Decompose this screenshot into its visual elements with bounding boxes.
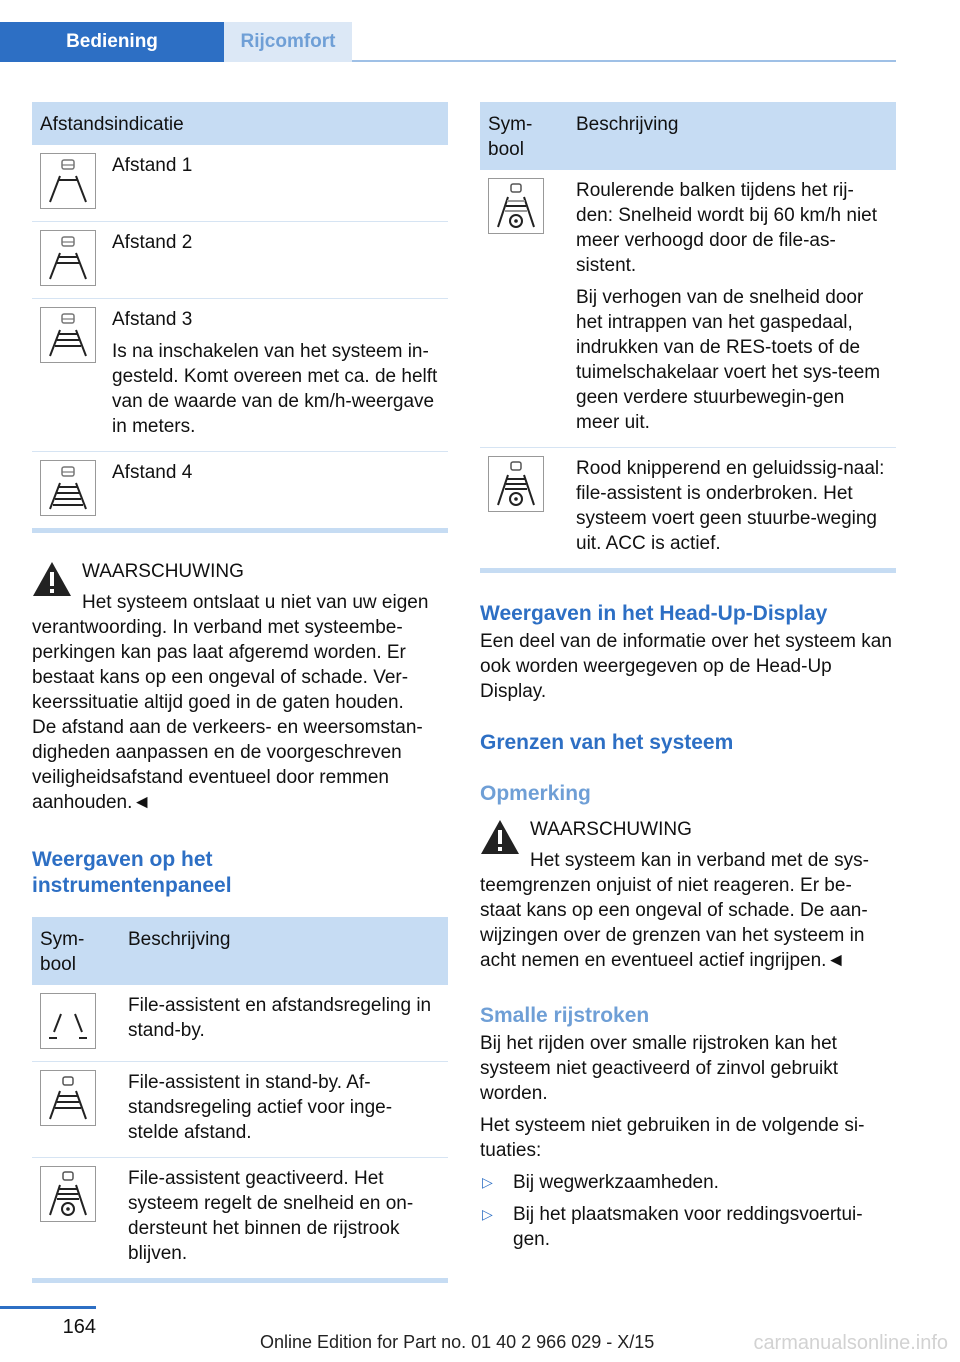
table-row [32,985,448,1062]
warning-line: aanhouden.◄ [32,792,152,813]
warning-line: verantwoording. In verband met systeembe- [32,617,403,638]
table-row [480,170,896,448]
table-row [480,448,896,569]
subheading-narrow-lanes: Smalle rijstroken [480,1004,650,1027]
warning-line: staat kans op een ongeval of schade. De aan- [480,900,868,921]
warning-title: WAARSCHUWING [530,819,692,840]
warning-icon [32,561,72,597]
tab-rijcomfort[interactable]: Rijcomfort [224,22,352,62]
list-item: ▷ Bij wegwerkzaamheden. [482,1172,719,1193]
lane-standby-icon [40,993,96,1049]
instrument-table [32,917,448,1278]
col-header-symbol: Sym-bool [480,102,568,170]
warning-line: digheden aanpassen en de voorgeschreven [32,742,402,763]
col-header-description: Beschrijving [568,102,896,170]
warning-line: acht nemen en eventueel actief ingrijpen.◄ [480,950,846,971]
table-row [32,299,448,452]
distance-3-icon [40,307,96,363]
warning-line: Het systeem ontslaat u niet van uw eigen [82,592,429,613]
warning-line: teemgrenzen onjuist of niet reageren. Er be- [480,875,852,896]
page-number-rule [0,1306,96,1309]
distance-table-header: Afstandsindicatie [32,102,448,145]
situation-list [480,1170,896,1252]
table-row [32,1062,448,1158]
table-row [32,452,448,529]
distance-1-icon [40,153,96,209]
distance-table [32,102,448,528]
warning-line: De afstand aan de verkeers- en weersomstan- [32,717,423,738]
lane-distance-active-text: File-assistent in stand-by. Af-standsregeling actief voor inge-stelde afstand. [128,1072,393,1143]
table-row [32,145,448,222]
warning-block [32,559,448,815]
list-item: ▷ Bij het plaatsmaken voor reddingsvoertui-gen. [482,1204,863,1250]
distance-4-text: Afstand 4 [112,462,193,483]
table-end-bar [32,1278,448,1283]
distance-3-title: Afstand 3 [112,309,193,330]
section-heading-instrument: Weergaven op het instrumentenpaneel [32,848,232,897]
narrow-lanes-text: Bij het rijden over smalle rijstroken kan het systeem niet geactiveerd of zinvol gebruikt worden. [480,1033,839,1104]
triangle-bullet-icon: ▷ [482,1174,493,1190]
rolling-bars-text-2: Bij verhogen van de snelheid door het intrappen van het gaspedaal, indrukken van de RES-toets of de tuimelschakelaar voert het sys-teem geen verdere stuurbewegin-gen meer uit. [576,287,881,433]
warning-block [480,817,896,973]
distance-1-text: Afstand 1 [112,155,193,176]
distance-3-text: Is na inschakelen van het systeem in-gesteld. Komt overeen met ca. de helft van de waarde van de km/h-weergave in meters. [112,341,438,437]
left-column [32,102,448,1283]
col-header-symbol: Sym-bool [32,917,120,985]
distance-2-text: Afstand 2 [112,232,193,253]
red-blinking-icon [488,456,544,512]
lane-steering-active-icon [40,1166,96,1222]
right-column [480,102,896,1252]
warning-line: perkingen kan pas laat afgeremd worden. Er [32,642,406,663]
warning-line: wijzingen over de grenzen van het systeem in [480,925,865,946]
warning-line: bestaat kans op een ongeval of schade. Ver- [32,667,409,688]
footer-edition: Online Edition for Part no. 01 40 2 966 029 - X/15 [260,1332,655,1352]
distance-4-icon [40,460,96,516]
section-heading-limits: Grenzen van het systeem [480,731,734,754]
narrow-lanes-situations: Het systeem niet gebruiken in de volgende si-tuaties: [480,1115,865,1161]
table-row [32,222,448,299]
lane-distance-active-icon [40,1070,96,1126]
table-row [32,1158,448,1279]
warning-icon [480,819,520,855]
tab-bediening[interactable]: Bediening [0,22,224,62]
table-end-bar [32,528,448,533]
chapter-tabs [0,22,896,62]
warning-line: veiligheidsafstand eventueel door remmen [32,767,389,788]
lane-standby-text: File-assistent en afstandsregeling in stand-by. [128,995,432,1041]
warning-line: Het systeem kan in verband met de sys- [530,850,869,871]
section-heading-hud: Weergaven in het Head-Up-Display [480,602,828,625]
red-blinking-text: Rood knipperend en geluidssig-naal: file-assistent is onderbroken. Het systeem voert geen stuurbe-weging uit. ACC is actief. [576,458,885,554]
table-end-bar [480,568,896,573]
lane-steering-active-text: File-assistent geactiveerd. Het systeem regelt de snelheid en on-dersteunt het binnen de rijstrook blijven. [128,1168,414,1264]
warning-line: keerssituatie altijd goed in de gaten houden. [32,692,404,713]
symbol-table [480,102,896,568]
subheading-note: Opmerking [480,782,591,805]
hud-text: Een deel van de informatie over het systeem kan ook worden weergegeven op de Head-Up Display. [480,631,892,702]
col-header-description: Beschrijving [120,917,448,985]
warning-title: WAARSCHUWING [82,561,244,582]
page-number: 164 [62,1316,96,1338]
triangle-bullet-icon: ▷ [482,1206,493,1222]
watermark: carmanualsonline.info [753,1332,948,1354]
distance-2-icon [40,230,96,286]
rolling-bars-icon [488,178,544,234]
rolling-bars-text: Roulerende balken tijdens het rij-den: Snelheid wordt bij 60 km/h niet meer verhoogd door de file-as-sistent. [576,180,878,276]
